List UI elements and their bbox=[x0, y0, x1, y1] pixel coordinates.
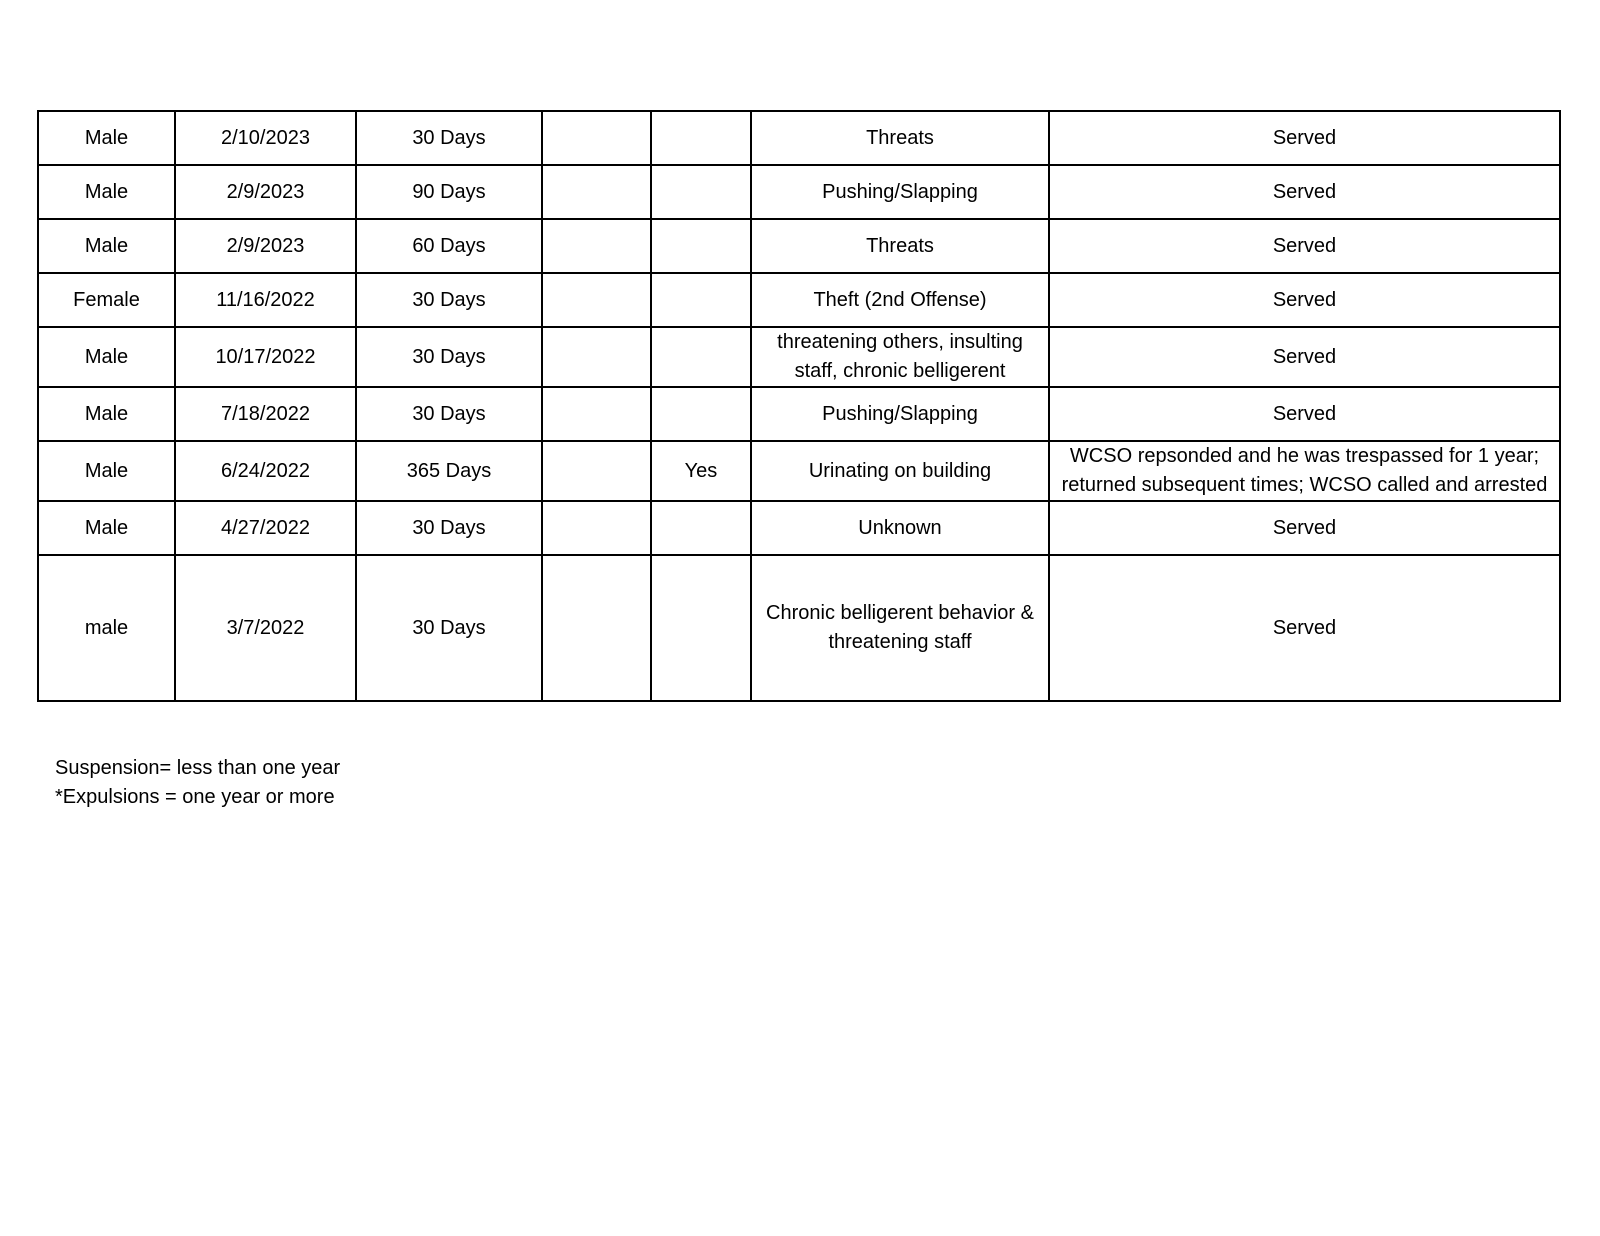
reason-cell: Theft (2nd Offense) bbox=[751, 273, 1049, 327]
date-cell: 2/9/2023 bbox=[175, 219, 356, 273]
gender-cell: Male bbox=[38, 111, 175, 165]
legend-notes bbox=[55, 754, 340, 812]
gender-cell: Male bbox=[38, 165, 175, 219]
status-cell: Served bbox=[1049, 327, 1560, 387]
table-row bbox=[38, 327, 1560, 387]
date-cell: 2/10/2023 bbox=[175, 111, 356, 165]
table-row bbox=[38, 219, 1560, 273]
empty-cell bbox=[542, 219, 651, 273]
gender-cell: Male bbox=[38, 441, 175, 501]
date-cell: 6/24/2022 bbox=[175, 441, 356, 501]
duration-cell: 60 Days bbox=[356, 219, 542, 273]
suspension-note: Suspension= less than one year bbox=[55, 757, 341, 779]
table-row bbox=[38, 501, 1560, 555]
gender-cell: Female bbox=[38, 273, 175, 327]
gender-cell: Male bbox=[38, 387, 175, 441]
duration-cell: 30 Days bbox=[356, 273, 542, 327]
flag-cell bbox=[651, 111, 751, 165]
status-cell: Served bbox=[1049, 219, 1560, 273]
reason-cell: Urinating on building bbox=[751, 441, 1049, 501]
date-cell: 2/9/2023 bbox=[175, 165, 356, 219]
flag-cell bbox=[651, 219, 751, 273]
flag-cell: Yes bbox=[651, 441, 751, 501]
flag-cell bbox=[651, 327, 751, 387]
status-cell: Served bbox=[1049, 387, 1560, 441]
date-cell: 4/27/2022 bbox=[175, 501, 356, 555]
reason-cell: Threats bbox=[751, 111, 1049, 165]
flag-cell bbox=[651, 501, 751, 555]
reason-cell: threatening others, insulting staff, chronic belligerent bbox=[751, 327, 1049, 387]
duration-cell: 30 Days bbox=[356, 501, 542, 555]
gender-cell: Male bbox=[38, 501, 175, 555]
date-cell: 10/17/2022 bbox=[175, 327, 356, 387]
table-row bbox=[38, 111, 1560, 165]
empty-cell bbox=[542, 165, 651, 219]
reason-cell: Pushing/Slapping bbox=[751, 165, 1049, 219]
table-row bbox=[38, 165, 1560, 219]
flag-cell bbox=[651, 387, 751, 441]
table-row bbox=[38, 273, 1560, 327]
empty-cell bbox=[542, 327, 651, 387]
flag-cell bbox=[651, 165, 751, 219]
status-cell: Served bbox=[1049, 501, 1560, 555]
duration-cell: 30 Days bbox=[356, 327, 542, 387]
empty-cell bbox=[542, 501, 651, 555]
gender-cell: male bbox=[38, 555, 175, 701]
status-cell: WCSO repsonded and he was trespassed for 1 year; returned subsequent times; WCSO called and arrested bbox=[1049, 441, 1560, 501]
date-cell: 7/18/2022 bbox=[175, 387, 356, 441]
table-row bbox=[38, 441, 1560, 501]
reason-cell: Unknown bbox=[751, 501, 1049, 555]
empty-cell bbox=[542, 111, 651, 165]
flag-cell bbox=[651, 273, 751, 327]
incidents-table bbox=[37, 110, 1561, 702]
empty-cell bbox=[542, 555, 651, 701]
gender-cell: Male bbox=[38, 327, 175, 387]
duration-cell: 30 Days bbox=[356, 111, 542, 165]
flag-cell bbox=[651, 555, 751, 701]
empty-cell bbox=[542, 441, 651, 501]
status-cell: Served bbox=[1049, 111, 1560, 165]
date-cell: 3/7/2022 bbox=[175, 555, 356, 701]
reason-cell: Threats bbox=[751, 219, 1049, 273]
duration-cell: 30 Days bbox=[356, 387, 542, 441]
empty-cell bbox=[542, 387, 651, 441]
date-cell: 11/16/2022 bbox=[175, 273, 356, 327]
table-row bbox=[38, 387, 1560, 441]
duration-cell: 365 Days bbox=[356, 441, 542, 501]
empty-cell bbox=[542, 273, 651, 327]
status-cell: Served bbox=[1049, 555, 1560, 701]
table-row bbox=[38, 555, 1560, 701]
duration-cell: 90 Days bbox=[356, 165, 542, 219]
duration-cell: 30 Days bbox=[356, 555, 542, 701]
gender-cell: Male bbox=[38, 219, 175, 273]
expulsion-note: *Expulsions = one year or more bbox=[55, 786, 335, 808]
status-cell: Served bbox=[1049, 165, 1560, 219]
reason-cell: Chronic belligerent behavior & threatening staff bbox=[751, 555, 1049, 701]
status-cell: Served bbox=[1049, 273, 1560, 327]
reason-cell: Pushing/Slapping bbox=[751, 387, 1049, 441]
